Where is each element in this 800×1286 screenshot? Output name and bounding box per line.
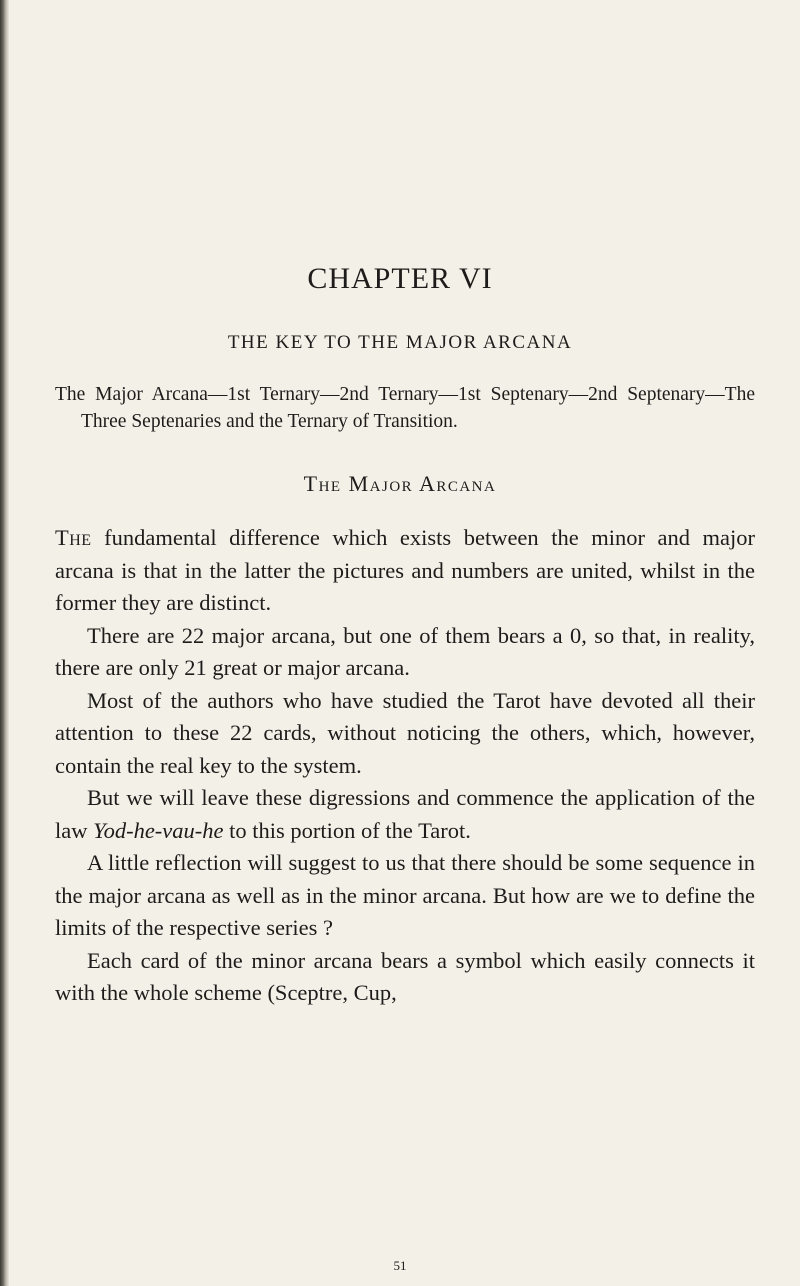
chapter-subtitle: THE KEY TO THE MAJOR ARCANA <box>227 332 573 353</box>
paragraph-3: Most of the authors who have studied the Tarot have devoted all their attention to these 22 cards, without noticing the others, which, however, contain the real key to the system. <box>55 687 755 778</box>
paragraph-1-text: fundamental difference which exists between the minor and major arcana is that in the latter the pictures and numbers are united, whilst in the former they are distinct. <box>55 525 755 615</box>
paragraph-2: There are 22 major arcana, but one of them bears a 0, so that, in reality, there are only 21 great or major arcana. <box>55 622 755 680</box>
section-heading: The Major Arcana <box>303 471 497 496</box>
body-text <box>55 522 755 1010</box>
paragraph-1-lead: The <box>55 525 92 550</box>
paragraph-5: A little reflection will suggest to us that there should be some sequence in the major arcana as well as in the minor arcana. But how are we to define the limits of the respective series ? <box>55 850 755 940</box>
paragraph-4 <box>55 782 755 847</box>
paragraph-4-after: to this portion of the Tarot. <box>223 817 471 843</box>
paragraph-1 <box>55 522 755 620</box>
page-number: 51 <box>393 1258 407 1273</box>
chapter-title: CHAPTER VI <box>307 262 493 295</box>
paragraph-6: Each card of the minor arcana bears a symbol which easily connects it with the whole scheme (Sceptre, Cup, <box>55 947 755 1005</box>
paragraph-4-before: But we will leave these digressions and commence the application of the law <box>55 785 755 843</box>
paragraph-4-italic: Yod-he-vau-he <box>93 817 224 843</box>
chapter-synopsis: The Major Arcana—1st Ternary—2nd Ternary—1st Septenary—2nd Septenary—The Three Septenaries and the Ternary of Transition. <box>55 384 755 432</box>
